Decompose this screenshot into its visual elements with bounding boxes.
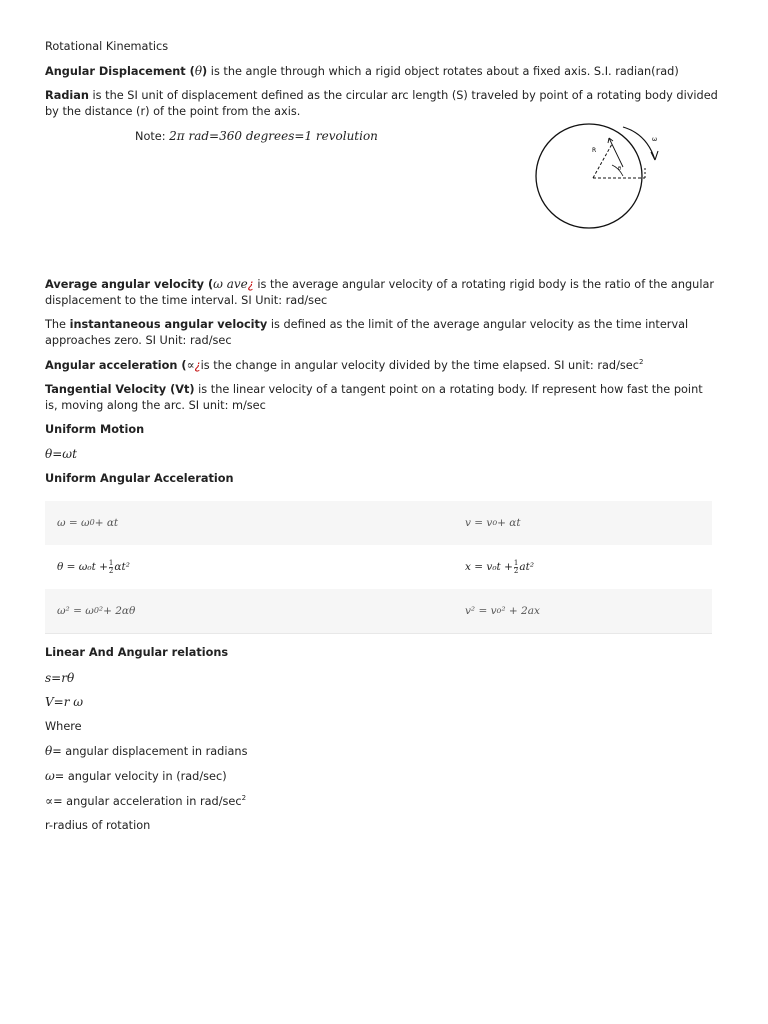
definition-radius: r-radius of rotation [45, 819, 151, 832]
relations-heading: Linear And Angular relations [45, 646, 229, 659]
instantaneous-angular-velocity-definition: The instantaneous angular velocity is defined as the limit of the average angular velocity as the time interval approaches zero. SI Unit: rad/sec [45, 318, 689, 347]
definition-omega: ω= angular velocity in (rad/sec) [45, 769, 227, 783]
rotation-circle-diagram [535, 120, 669, 236]
angular-displacement-definition: Angular Displacement (θ) is the angle through which a rigid object rotates about a fixed axis. S.I. radian(rad) [45, 64, 679, 78]
equation-angular: θ = ω₀t + $\frac{1}{2}$ αt² [57, 558, 130, 575]
note: Note: 2π rad=360 degrees=1 revolution [135, 129, 378, 143]
where-label: Where [45, 720, 82, 733]
term-average-angular-velocity: Average angular velocity ( [45, 278, 214, 291]
page-title: Rotational Kinematics [45, 40, 169, 53]
label-omega: ω [652, 136, 658, 143]
tangential-velocity-definition: Tangential Velocity (Vt) is the linear velocity of a tangent point on a rotating body. If represent how fast the point is, moving along the arc. SI unit: m/sec [45, 383, 703, 412]
angular-acceleration-definition: Angular acceleration (∝¿is the change in angular velocity divided by the time elapsed. SI unit: rad/$\sec^2$ [45, 358, 644, 372]
average-angular-velocity-definition: Average angular velocity (ω ave¿ is the average angular velocity of a rotating rigid body is the ratio of the angular displacement to the time interval. SI Unit: rad/sec [45, 277, 715, 307]
relation-tangential-velocity: V=r ω [45, 695, 84, 709]
equation-angular: ω = ω 0 + αt [57, 517, 119, 529]
label-r: R [592, 147, 597, 154]
equation-angular: ω² = ω 0 ²+ 2αθ [57, 605, 136, 617]
circle [536, 124, 642, 228]
fraction: $\frac{1}{2}$ [513, 558, 519, 575]
note-expression: 2π rad=360 degrees=1 revolution [169, 129, 378, 143]
omega-arrow [623, 127, 658, 160]
equation-row [45, 545, 712, 589]
equation-linear: x = v₀t + $\frac{1}{2}$ at² [465, 558, 535, 575]
definition-theta: θ= angular displacement in radians [45, 744, 248, 758]
arc-arrow [609, 138, 623, 167]
equation-linear: v = v o + αt [465, 517, 521, 529]
term-angular-acceleration: Angular acceleration ( [45, 359, 187, 372]
term-instantaneous-angular-velocity: instantaneous angular velocity [69, 318, 268, 331]
fraction: $\frac{1}{2}$ [108, 558, 114, 575]
uniform-motion-equation: θ=ωt [45, 447, 77, 461]
label-theta: θ [618, 166, 622, 172]
equation-row [45, 589, 712, 634]
theta-symbol: θ [194, 64, 203, 78]
uniform-acceleration-heading: Uniform Angular Acceleration [45, 472, 234, 485]
term-radian: Radian [45, 89, 89, 102]
equations-table [45, 501, 712, 634]
definition-alpha: ∝= angular acceleration in rad/$\sec^2$ [45, 794, 247, 808]
relation-arc-length: s=rθ [45, 671, 75, 685]
equation-row [45, 501, 712, 545]
uniform-motion-heading: Uniform Motion [45, 423, 145, 436]
term-tangential-velocity: Tangential Velocity (Vt) [45, 383, 195, 396]
equation-linear: v² = v o ² + 2ax [465, 605, 540, 617]
term-angular-displacement: Angular Displacement ( [45, 65, 195, 78]
radian-definition: Radian is the SI unit of displacement defined as the circular arc length (S) traveled by point of a rotating body divided by the distance (r) of the point from the axis. [45, 89, 718, 118]
